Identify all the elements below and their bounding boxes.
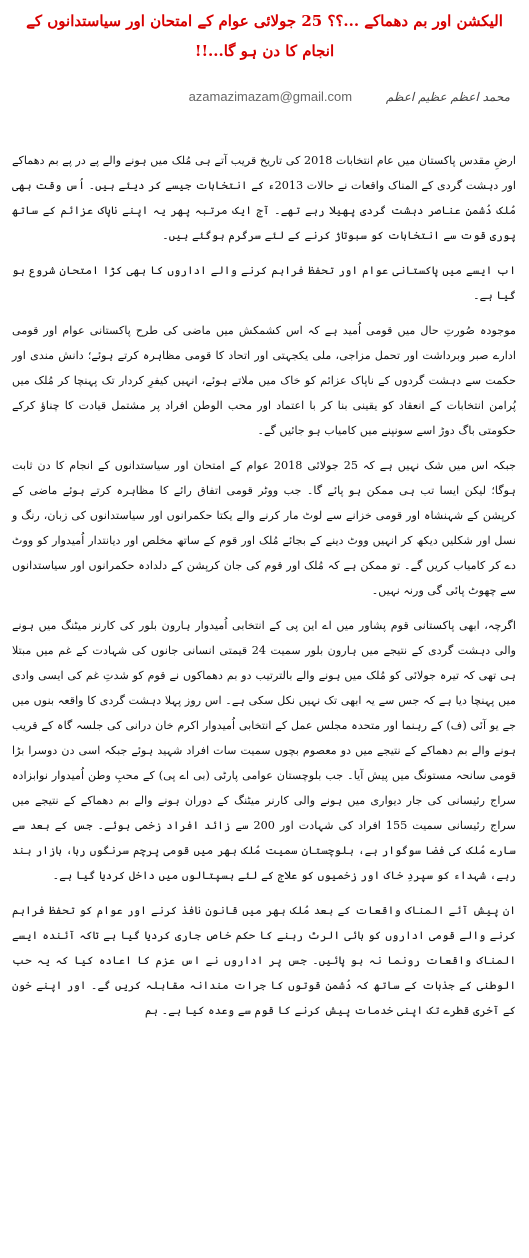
article-paragraph: اگرچہ، ابھی پاکستانی قوم پشاور میں اے این پی کے انتخابی اُمیدوار ہارون بلور کی کارنر میٹنگ میں ہونے والی دہشت گردی کے نتیجے میں ہارون بلور سمیت 24 قیمتی انسانی جانوں کی شہادت کے غم میں مبتلا ہی تھی کہ تیرہ جولائی کو مُلک میں ہونے والے بالترتیب دو بم دھماکوں نے قوم کو شدتِ غم کی ایسی وادی میں پہنچا دیا ہے کہ جس سے یہ ابھی تک نہیں نکل سکی ہے۔ اس روز پہلا دہشت گردی کا واقعہ بنوں میں جے یو آئی (ف) کے رہنما اور متحدہ مجلس عمل کے انتخابی اُمیدوار اکرم خان درانی کی جلسہ گاہ کے قریب ہونے والے بم دھماکے کے نتیجے میں دو معصوم بچوں سمیت سات افراد شہید ہوئے جبکہ اسی دن دوسرا بڑا قومی سانحہ مستونگ میں پیش آیا۔ جب بلوچستان عوامی پارٹی (بی اے پی) کے محبِ وطن اُمیدوار نوابزادہ سراج رئیسانی کی جار دیواری میں ہونے والی کارنر میٹنگ کے دوران ہونے والے بم دھماکے کے نتیجے میں سراج رئیسانی سمیت 155 افراد کی شہادت اور 200 سے زائد افراد زخمی ہوئے۔ جس کے بعد سے سارے مُلک کی فضا سوگوار ہے، بلوچستان سمیت مُلک بھر میں قومی پرچم سرنگوں رہا، بازار بند رہے، شہداء کو سپردِ خاک اور زخمیوں کو علاج کے لئے ہسپتالوں میں داخل کردیا گیا ہے۔: [12, 619, 516, 882]
article-paragraph: جبکہ اس میں شک نہیں ہے کہ 25 جولائی 2018 عوام کے امتحان اور سیاستدانوں کے انجام کا دن ثابت ہوگا؛ لیکن ایسا تب ہی ممکن ہو پائے گا۔ جب ووٹر قومی اتفاق رائے کا مظاہرہ کرتے ہوئے ماضی کے کرپشن کے شہنشاہ اور قومی خزانے سے لوٹ مار کرنے والے یکتا حکمرانوں اور سیاستدانوں کی زبان، رنگ و نسل اور شکلیں دیکھ کر انہیں ووٹ دینے کے بجائے مُلک اور قوم کے ساتھ مخلص اور دیانتدار اُمیدوار کو ووٹ دے کر کامیاب کریں گے۔ تو ممکن ہے کہ مُلک اور قوم کی جان کرپشن کے دلدادہ حکمرانوں اور سیاستدانوں سے چھوٹ پائی گی ورنہ نہیں۔: [12, 459, 516, 597]
article-paragraph: موجودہ صُورتِ حال میں قومی اُمید ہے کہ اس کشمکش میں ماضی کی طرح پاکستانی عوام اور قومی ادارے صبر وبرداشت اور تحمل مزاجی، ملی یکجہتی اور اتحاد کا قومی مظاہرہ کرتے ہوئے؛ دانش مندی اور حکمت سے دہشت گردوں کے ناپاک عزائم کو خاک میں ملاتے ہوئے، انہیں کیفرِ کردار تک پہنچا کر مُلک میں پُرامن انتخابات کے انعقاد کو یقینی بنا کر با اعتماد اور محب الوطن افراد پر مشتمل قیادت کا چناؤ کرکے حکومتی باگ دوڑ اسے سونپنے میں کامیاب ہو جائیں گے۔: [12, 324, 516, 437]
article-paragraph: اب ایسے میں پاکستانی عوام اور تحفظ فراہم کرنے والے اداروں کا بھی کڑا امتحان شروع ہو گیا ہے۔: [12, 264, 516, 302]
article-paragraph: ان پیش آئے المناک واقعات کے بعد مُلک بھر میں قانون نافذ کرنے اور عوام کو تحفظ فراہم کرنے والے قومی اداروں کو ہائی الرٹ رہنے کا حکم خاص جاری کردیا گیا ہے تاکہ آئندہ ایسے المناک واقعات رونما نہ ہو پائیں۔ جس پر اداروں نے اس عزم کا اعادہ کیا کہ یہ حب الوطنی کے جذبات کے ساتھ کہ دُشمن قوتوں کا جرات مندانہ مقابلہ کریں گے۔ اور اپنے خون کے آخری قطرے تک اپنی خدمات پیش کرنے کا قوم سے وعدہ کیا ہے۔ ہم: [12, 904, 516, 1017]
author-name: محمد اعظم عظیم اعظم: [385, 90, 510, 104]
article-paragraph: ارضِ مقدس پاکستان میں عام انتخابات 2018 کی تاریخ قریب آتے ہی مُلک میں ہونے والے پے در پے بم دھماکے اور دہشت گردی کے المناک واقعات نے حالات 2013ء کے انتخابات جیسے کر دیئے ہیں۔ اُس وقت بھی مُلک دُشمن عناصر دہشت گردی پھیلا رہے تھے۔ آج ایک مرتبہ پھر یہ اپنے ناپاک عزائم کے ساتھ پوری قوت سے انتخابات کو سبوتاژ کرنے کے لئے سرگرم ہوگئے ہیں۔: [11, 154, 516, 242]
article-body: [12, 148, 516, 1033]
author-email: azamazimazam@gmail.com: [188, 89, 353, 104]
byline: [30, 86, 510, 108]
article-headline: الیکشن اور بم دھماکے ...؟؟ 25 جولائی عوام کے امتحان اور سیاستدانوں کے انجام کا دن ہو گا...!!: [26, 12, 503, 60]
